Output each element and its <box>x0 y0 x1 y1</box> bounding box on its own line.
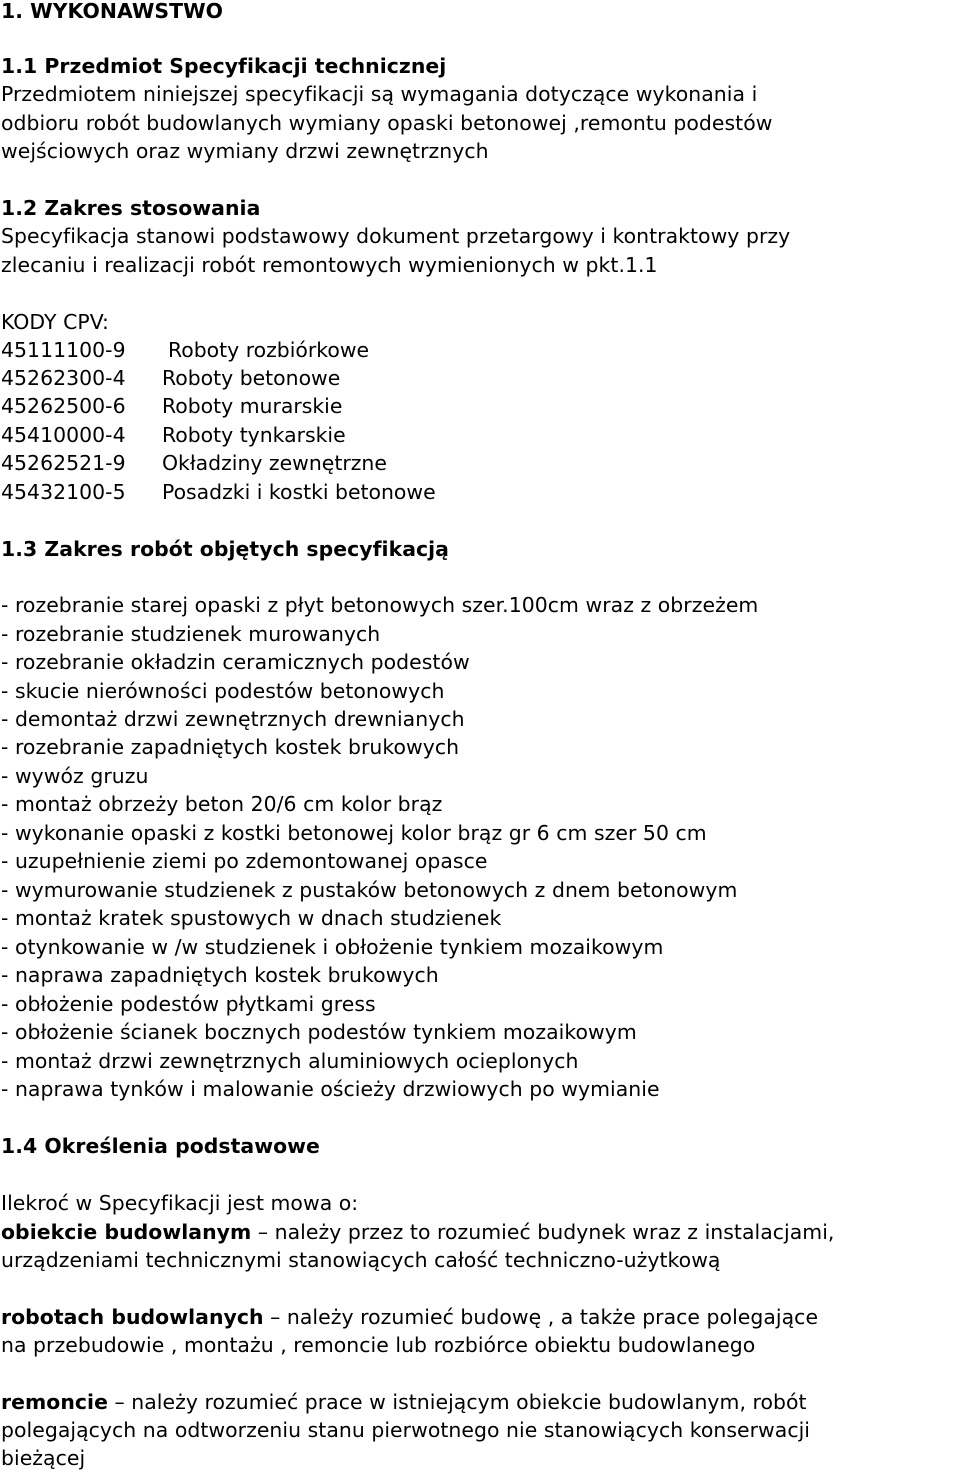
cpv-label: KODY CPV: <box>1 310 109 334</box>
scope-item: - skucie nierówności podestów betonowych <box>1 679 445 703</box>
scope-item: - wykonanie opaski z kostki betonowej kolor brąz gr 6 cm szer 50 cm <box>1 821 707 845</box>
cpv-name: Roboty tynkarskie <box>162 423 346 447</box>
definition-text: urządzeniami technicznymi stanowiących całość techniczno-użytkową <box>1 1248 721 1272</box>
definition-first-line <box>1 1218 834 1246</box>
cpv-code: 45410000-4 <box>1 423 126 447</box>
cpv-name: Roboty murarskie <box>162 394 343 418</box>
scope-item: - demontaż drzwi zewnętrznych drewnianych <box>1 707 465 731</box>
definition-text: – należy przez to rozumieć budynek wraz z instalacjami, <box>251 1220 835 1244</box>
cpv-code: 45262500-6 <box>1 394 126 418</box>
cpv-name: Posadzki i kostki betonowe <box>162 480 436 504</box>
definition-first-line <box>1 1303 818 1331</box>
definition-term: robotach budowlanych <box>1 1305 264 1329</box>
definitions-intro: Ilekroć w Specyfikacji jest mowa o: <box>1 1191 359 1215</box>
scope-item: - montaż drzwi zewnętrznych aluminiowych ocieplonych <box>1 1049 579 1073</box>
scope-item: - rozebranie starej opaski z płyt betonowych szer.100cm wraz z obrzeżem <box>1 593 759 617</box>
cpv-code: 45262300-4 <box>1 366 126 390</box>
section-1-2-line: zlecaniu i realizacji robót remontowych wymienionych w pkt.1.1 <box>1 253 658 277</box>
scope-item: - rozebranie studzienek murowanych <box>1 622 381 646</box>
section-1-1-title: 1.1 Przedmiot Specyfikacji technicznej <box>1 54 447 78</box>
scope-item: - rozebranie zapadniętych kostek brukowych <box>1 735 460 759</box>
section-1-3-title: 1.3 Zakres robót objętych specyfikacją <box>1 537 449 561</box>
cpv-name: Okładziny zewnętrzne <box>162 451 387 475</box>
section-1-2-title: 1.2 Zakres stosowania <box>1 196 261 220</box>
definition-term: obiekcie budowlanym <box>1 1220 252 1244</box>
scope-item: - montaż obrzeży beton 20/6 cm kolor brąz <box>1 792 443 816</box>
scope-item: - uzupełnienie ziemi po zdemontowanej opasce <box>1 849 488 873</box>
definition-term: remoncie <box>1 1390 108 1414</box>
section-1-1-line: odbioru robót budowlanych wymiany opaski betonowej ,remontu podestów <box>1 111 773 135</box>
cpv-name: Roboty rozbiórkowe <box>168 338 370 362</box>
definition-text: – należy rozumieć budowę , a także prace polegające <box>263 1305 819 1329</box>
definition-text: na przebudowie , montażu , remoncie lub rozbiórce obiektu budowlanego <box>1 1333 756 1357</box>
definition-text: – należy rozumieć prace w istniejącym obiekcie budowlanym, robót <box>107 1390 807 1414</box>
definition-first-line <box>1 1388 807 1416</box>
cpv-code: 45262521-9 <box>1 451 126 475</box>
cpv-code: 45111100-9 <box>1 338 126 362</box>
section-1-4-title: 1.4 Określenia podstawowe <box>1 1134 320 1158</box>
scope-item: - obłożenie podestów płytkami gress <box>1 992 376 1016</box>
scope-item: - naprawa zapadniętych kostek brukowych <box>1 963 439 987</box>
section-1-1-line: Przedmiotem niniejszej specyfikacji są wymagania dotyczące wykonania i <box>1 82 758 106</box>
cpv-name: Roboty betonowe <box>162 366 341 390</box>
cpv-code: 45432100-5 <box>1 480 126 504</box>
scope-item: - obłożenie ścianek bocznych podestów tynkiem mozaikowym <box>1 1020 637 1044</box>
scope-item: - otynkowanie w /w studzienek i obłożenie tynkiem mozaikowym <box>1 935 664 959</box>
section-1-1-line: wejściowych oraz wymiany drzwi zewnętrznych <box>1 139 489 163</box>
definition-text: polegających na odtworzeniu stanu pierwotnego nie stanowiących konserwacji <box>1 1418 811 1442</box>
section-1-2-line: Specyfikacja stanowi podstawowy dokument przetargowy i kontraktowy przy <box>1 224 791 248</box>
scope-item: - naprawa tynków i malowanie ościeży drzwiowych po wymianie <box>1 1077 660 1101</box>
heading-main: 1. WYKONAWSTWO <box>1 0 224 23</box>
scope-item: - wywóz gruzu <box>1 764 149 788</box>
scope-item: - montaż kratek spustowych w dnach studzienek <box>1 906 502 930</box>
definition-text: bieżącej <box>1 1446 86 1470</box>
scope-item: - wymurowanie studzienek z pustaków betonowych z dnem betonowym <box>1 878 738 902</box>
scope-item: - rozebranie okładzin ceramicznych podestów <box>1 650 470 674</box>
